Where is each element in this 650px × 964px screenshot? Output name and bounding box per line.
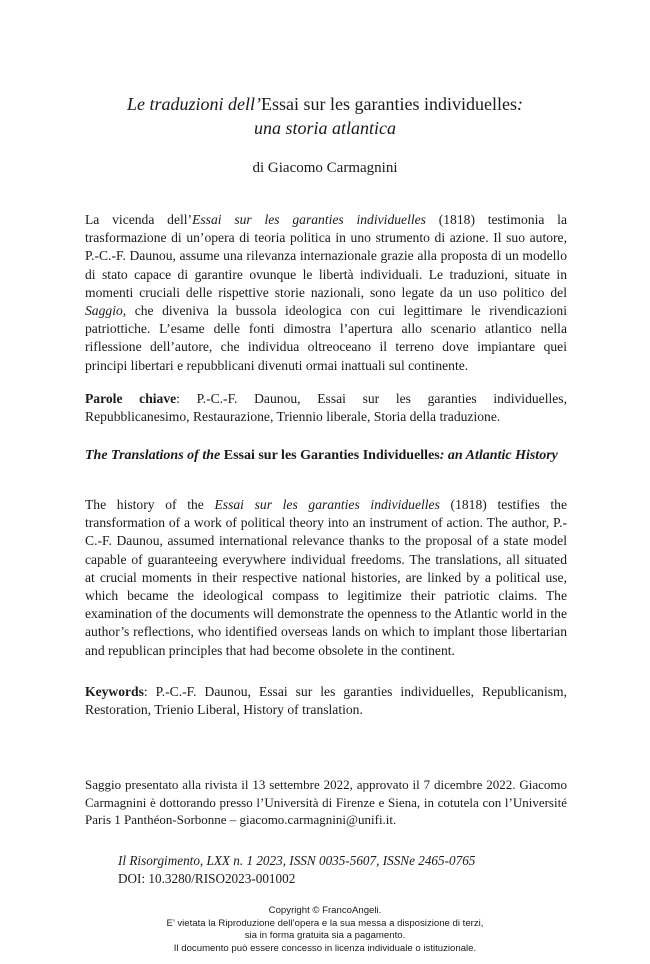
title-part-2: Essai sur les garanties individuelles — [261, 94, 517, 114]
abstract-it-text-2: (1818) testimonia la trasformazione di un’opera di teoria politica in uno strumento di azione. Il suo autore, P.-C.-F. Daunou, assume una rilevanza internazionale grazie alla proposta di un modello di stato capace di garantire ovunque le libertà individuali. Le traduzioni, situate in momenti cruciali delle rispettive storie nazionali, sono legate da un uso politico del — [85, 212, 567, 300]
copyright-line-3: sia in forma gratuita sia a pagamento. — [244, 930, 406, 942]
journal-citation-block — [118, 852, 578, 887]
abstract-it-saggio: Saggio — [85, 303, 123, 319]
english-title — [85, 446, 567, 465]
copyright-line-1: Copyright © FrancoAngeli. — [268, 905, 382, 916]
keywords-en-text: : P.-C.-F. Daunou, Essai sur les garanties individuelles, Republicanism, Restoration, Trienio Liberal, History of translation. — [85, 684, 567, 718]
copyright-line-4: Il documento può essere concesso in licenza individuale o istituzionale. — [173, 942, 477, 954]
copyright-line-2: E’ vietata la Riproduzione dell’opera e la sua messa a disposizione di terzi, — [166, 917, 484, 929]
article-title — [60, 92, 590, 140]
author-byline: di Giacomo Carmagnini — [252, 160, 398, 176]
keywords-it-text: : P.-C.-F. Daunou, Essai sur les garanties individuelles, Repubblicanesimo, Restaurazione, Triennio liberale, Storia della traduzione. — [85, 391, 567, 425]
keywords-it-label: Parole chiave — [85, 391, 177, 406]
abstract-en-text-2: (1818) testifies the transformation of a work of political theory into an instrument of action. The author, P.-C.-F. Daunou, assumed international relevance thanks to the proposal of a state model capable of guaranteeing everywhere individual freedoms. The translations, all situated at crucial moments in their respective national histories, are linked by a political use, which became the ideological compass to legitimize their patriotic claims. The examination of the documents will demonstrate the openness to the Atlantic world in the author’s reflections, who identified overseas lands on which to implant those libertarian and republican principles that had become obsolete in the continent. — [85, 497, 568, 658]
abstract-en-text-1: The history of the — [85, 497, 215, 512]
title-part-1: Le traduzioni dell’ — [127, 94, 262, 114]
abstract-italian — [85, 211, 567, 375]
en-title-part-3: : an Atlantic History — [439, 448, 558, 463]
en-title-part-1: The Translations of the — [85, 448, 224, 463]
abstract-english — [85, 496, 567, 660]
abstract-it-text-3: , che diveniva la bussola ideologica con cui legittimare le rivendicazioni patriottiche. L’esame delle fonti dimostra l’apertura allo scenario atlantico nella riflessione dell’autore, che individua oltreoceano il terreno dove impiantare quei principi libertari e repubblicani divenuti ormai inattuali sul continente. — [85, 303, 567, 373]
keywords-en-label: Keywords — [85, 684, 144, 699]
abstract-en-book-title: Essai sur les garanties individuelles — [214, 497, 440, 512]
keywords-english — [85, 683, 567, 719]
title-part-3: : — [516, 94, 523, 114]
copyright-notice — [60, 905, 590, 955]
submission-footnote: Saggio presentato alla rivista il 13 settembre 2022, approvato il 7 dicembre 2022. Giacomo Carmagnini è dottorando presso l’Università di Firenze e Siena, in cotutela con l’Université Paris 1 Panthéon-Sorbonne – giacomo.carmagnini@unifi.it. — [85, 777, 567, 827]
abstract-it-text-1: La vicenda dell’ — [85, 212, 193, 227]
journal-citation: Il Risorgimento, LXX n. 1 2023, ISSN 0035-5607, ISSNe 2465-0765 — [118, 853, 476, 868]
en-title-part-2: Essai sur les Garanties Individuelles — [223, 448, 440, 463]
doi-text: DOI: 10.3280/RISO2023-001002 — [118, 870, 296, 886]
keywords-italian — [85, 390, 567, 426]
abstract-it-book-title: Essai sur les garanties individuelles — [192, 212, 426, 227]
title-line-2: una storia atlantica — [253, 118, 396, 138]
